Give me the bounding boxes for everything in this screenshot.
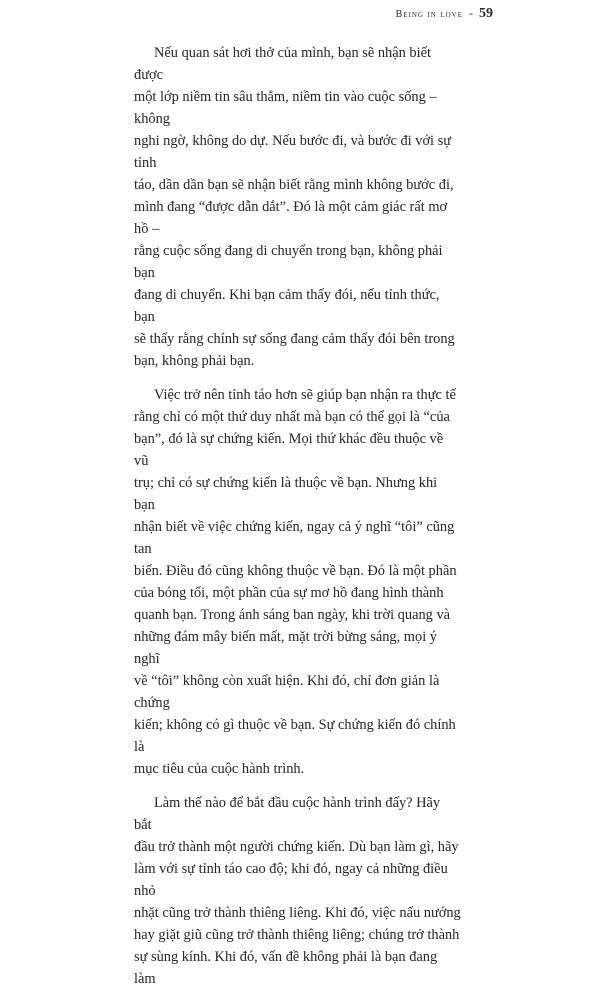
running-title: Being in love [395, 9, 463, 20]
page-number: 59 [479, 6, 493, 21]
body-text [134, 42, 461, 990]
paragraph-1: Nếu quan sát hơi thở của mình, bạn sẽ nhận biết được một lớp niềm tin sâu thẳm, niềm tin vào cuộc sống – không nghi ngờ, không do dự. Nếu bước đi, và bước đi với sự tỉnh táo, dần dần bạn sẽ nhận biết rằng mình không bước đi, mình đang “được dẫn dắt”. Đó là một cảm giác rất mơ hồ – rằng cuộc sống đang di chuyển trong bạn, không phải bạn đang di chuyển. Khi bạn cảm thấy đói, nếu tỉnh thức, bạn sẽ thấy rằng chính sự sống đang cảm thấy đói bên trong bạn, không phải bạn. [134, 45, 455, 369]
running-separator: - [469, 6, 473, 20]
running-header [396, 6, 493, 22]
paragraph-3: Làm thế nào để bắt đầu cuộc hành trình đấy? Hãy bắt đầu trở thành một người chứng kiến. Dù bạn làm gì, hãy làm với sự tỉnh táo cao độ; khi đó, ngay cả những điều nhỏ nhặt cũng trở thành thiêng liêng. Khi đó, việc nấu nướng hay giặt giũ cũng trở thành thiêng liêng; chúng trở thành sự sùng kính. Khi đó, vấn đề không phải là bạn đang làm [134, 795, 461, 987]
paragraph-2: Việc trở nên tỉnh táo hơn sẽ giúp bạn nhận ra thực tế rằng chỉ có một thứ duy nhất mà bạn có thể gọi là “của bạn”, đó là sự chứng kiến. Mọi thứ khác đều thuộc về vũ trụ; chỉ có sự chứng kiến là thuộc về bạn. Nhưng khi bạn nhận biết về việc chứng kiến, ngay cả ý nghĩ “tôi” cũng tan biến. Điều đó cũng không thuộc về bạn. Đó là một phần của bóng tối, một phần của sự mơ hồ đang hình thành quanh bạn. Trong ánh sáng ban ngày, khi trời quang và những đám mây biến mất, mặt trời bừng sáng, mọi ý nghĩ về “tôi” không còn xuất hiện. Khi đó, chỉ đơn giản là chứng kiến; không có gì thuộc về bạn. Sự chứng kiến đó chính là mục tiêu của cuộc hành trình. [134, 387, 457, 777]
